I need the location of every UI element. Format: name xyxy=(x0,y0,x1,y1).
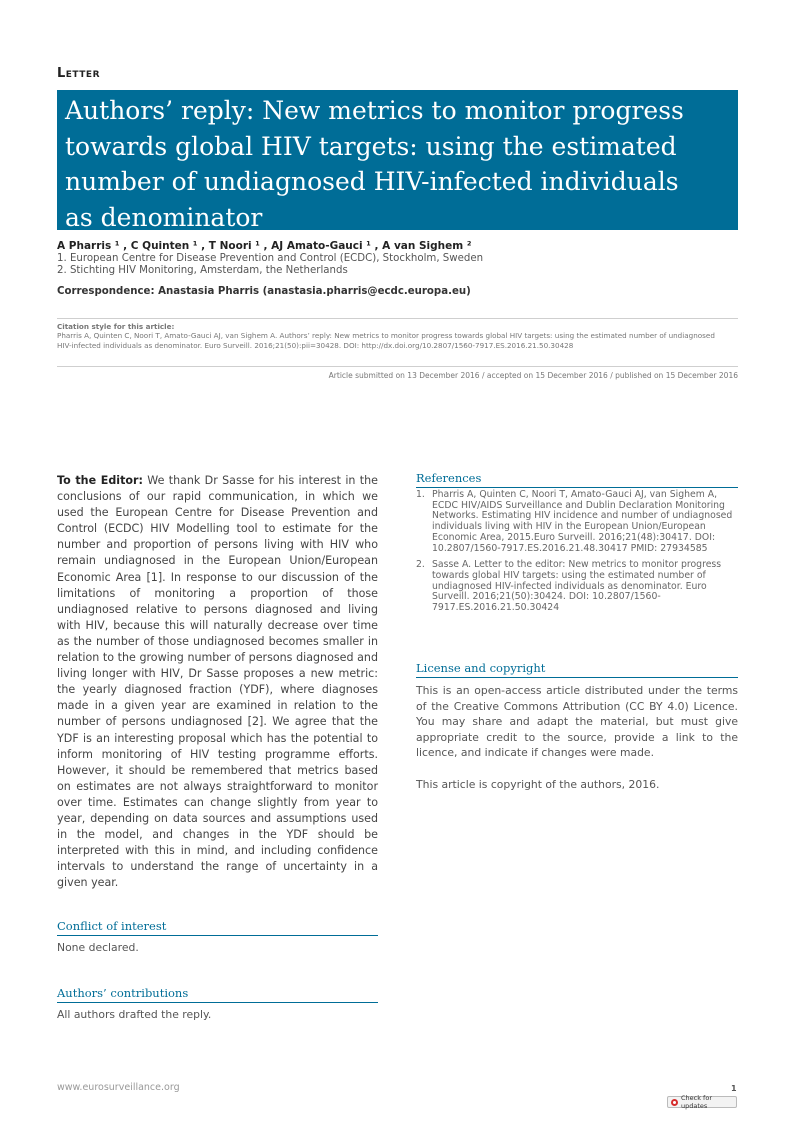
reference-item xyxy=(416,490,738,554)
body-lead: To the Editor: xyxy=(57,474,143,487)
title-banner xyxy=(57,90,738,230)
contributions-heading: Authors’ contributions xyxy=(57,986,378,1003)
divider xyxy=(57,366,738,367)
letter-body xyxy=(57,473,378,891)
conflict-text: None declared. xyxy=(57,941,139,954)
divider xyxy=(57,318,738,319)
reference-item xyxy=(416,560,738,614)
citation-text: Pharris A, Quinten C, Noori T, Amato-Gauci AJ, van Sighem A. Authors’ reply: New metrics to monitor progress towards global HIV targets: using the estimated number of undiagnosed HIV-infected individuals as denominator. Euro Surveill. 2016;21(50):pii=30428. DOI: http://dx.doi.org/10.2807/1560-7917.ES.2016.21.50.30428 xyxy=(57,331,715,350)
page-number: 1 xyxy=(731,1084,737,1093)
reference-text: Sasse A. Letter to the editor: New metrics to monitor progress towards global HIV targets: using the estimated number of undiagnosed HIV-infected individuals as denominator. Euro Surveill. 2016;21(50):30424. DOI: 10.2807/1560-7917.ES.2016.21.50.30424 xyxy=(432,559,722,614)
license-section xyxy=(416,683,738,792)
check-for-updates-button[interactable] xyxy=(667,1096,737,1108)
crossmark-icon xyxy=(671,1099,678,1106)
article-type-label: Letter xyxy=(57,66,100,81)
reference-text: Pharris A, Quinten C, Noori T, Amato-Gauci AJ, van Sighem A, ECDC HIV/AIDS Surveillance and Dublin Declaration Monitoring Networks. Estimating HIV incidence and number of undiagnosed individuals living with HIV in the European Union/European Economic Area, 2015.Euro Surveill. 2016;21(48):30417. DOI: 10.2807/1560-7917.ES.2016.21.48.30417 PMID: 27934585 xyxy=(432,489,733,554)
contributions-section xyxy=(57,986,378,1023)
license-text: This is an open-access article distributed under the terms of the Creative Commons Attribution (CC BY 4.0) Licence. You may share and adapt the material, but must give appropriate credit to the source, provide a link to the licence, and indicate if changes were made. xyxy=(416,684,738,759)
affiliation-1: 1. European Centre for Disease Prevention and Control (ECDC), Stockholm, Sweden xyxy=(57,253,484,264)
citation-label: Citation style for this article: xyxy=(57,322,175,331)
license-heading: License and copyright xyxy=(416,661,738,678)
license-heading-wrap xyxy=(416,661,738,678)
article-dates: Article submitted on 13 December 2016 / accepted on 15 December 2016 / published on 15 December 2016 xyxy=(328,371,738,380)
affiliation-2: 2. Stichting HIV Monitoring, Amsterdam, the Netherlands xyxy=(57,265,348,276)
references-heading-wrap xyxy=(416,471,738,488)
author-list: A Pharris ¹ , C Quinten ¹ , T Noori ¹ , AJ Amato-Gauci ¹ , A van Sighem ² xyxy=(57,240,472,252)
article-title: Authors’ reply: New metrics to monitor progress towards global HIV targets: using the estimated number of undiagnosed HIV-infected individuals as denominator xyxy=(65,96,684,232)
conflict-section xyxy=(57,919,378,956)
copyright-text: This article is copyright of the authors, 2016. xyxy=(416,777,660,791)
references-heading: References xyxy=(416,471,738,488)
reference-number: 1. xyxy=(416,489,425,500)
conflict-heading: Conflict of interest xyxy=(57,919,378,936)
correspondence: Correspondence: Anastasia Pharris (anastasia.pharris@ecdc.europa.eu) xyxy=(57,286,471,297)
body-text: We thank Dr Sasse for his interest in the conclusions of our rapid communication, in which we used the European Centre for Disease Prevention and Control (ECDC) HIV Modelling tool to estimate for the number and proportion of persons living with HIV who remain undiagnosed in the European Union/European Economic Area [1]. In response to our discussion of the limitations of monitoring a proportion of those undiagnosed relative to persons diagnosed and living with HIV, because this will naturally decrease over time as the number of those undiagnosed becomes smaller in relation to the growing number of persons diagnosed and living longer with HIV, Dr Sasse proposes a new metric: the yearly diagnosed fraction (YDF), where diagnoses made in a given year are examined in relation to the number of persons undiagnosed [2]. We agree that the YDF is an interesting proposal which has the potential to inform monitoring of HIV testing programme efforts. However, it should be remembered that metrics based on estimates are not always straightforward to monitor over time. Estimates can change slightly from year to year, depending on data sources and assumptions used in the model, and changes in the YDF should be interpreted with this in mind, and including confidence intervals to understand the range of uncertainty in a given year. xyxy=(57,474,378,890)
badge-label: Check for updates xyxy=(681,1094,712,1110)
reference-number: 2. xyxy=(416,559,425,571)
contributions-text: All authors drafted the reply. xyxy=(57,1008,212,1021)
journal-url-link[interactable]: www.eurosurveillance.org xyxy=(57,1082,180,1093)
reference-list xyxy=(416,490,738,620)
